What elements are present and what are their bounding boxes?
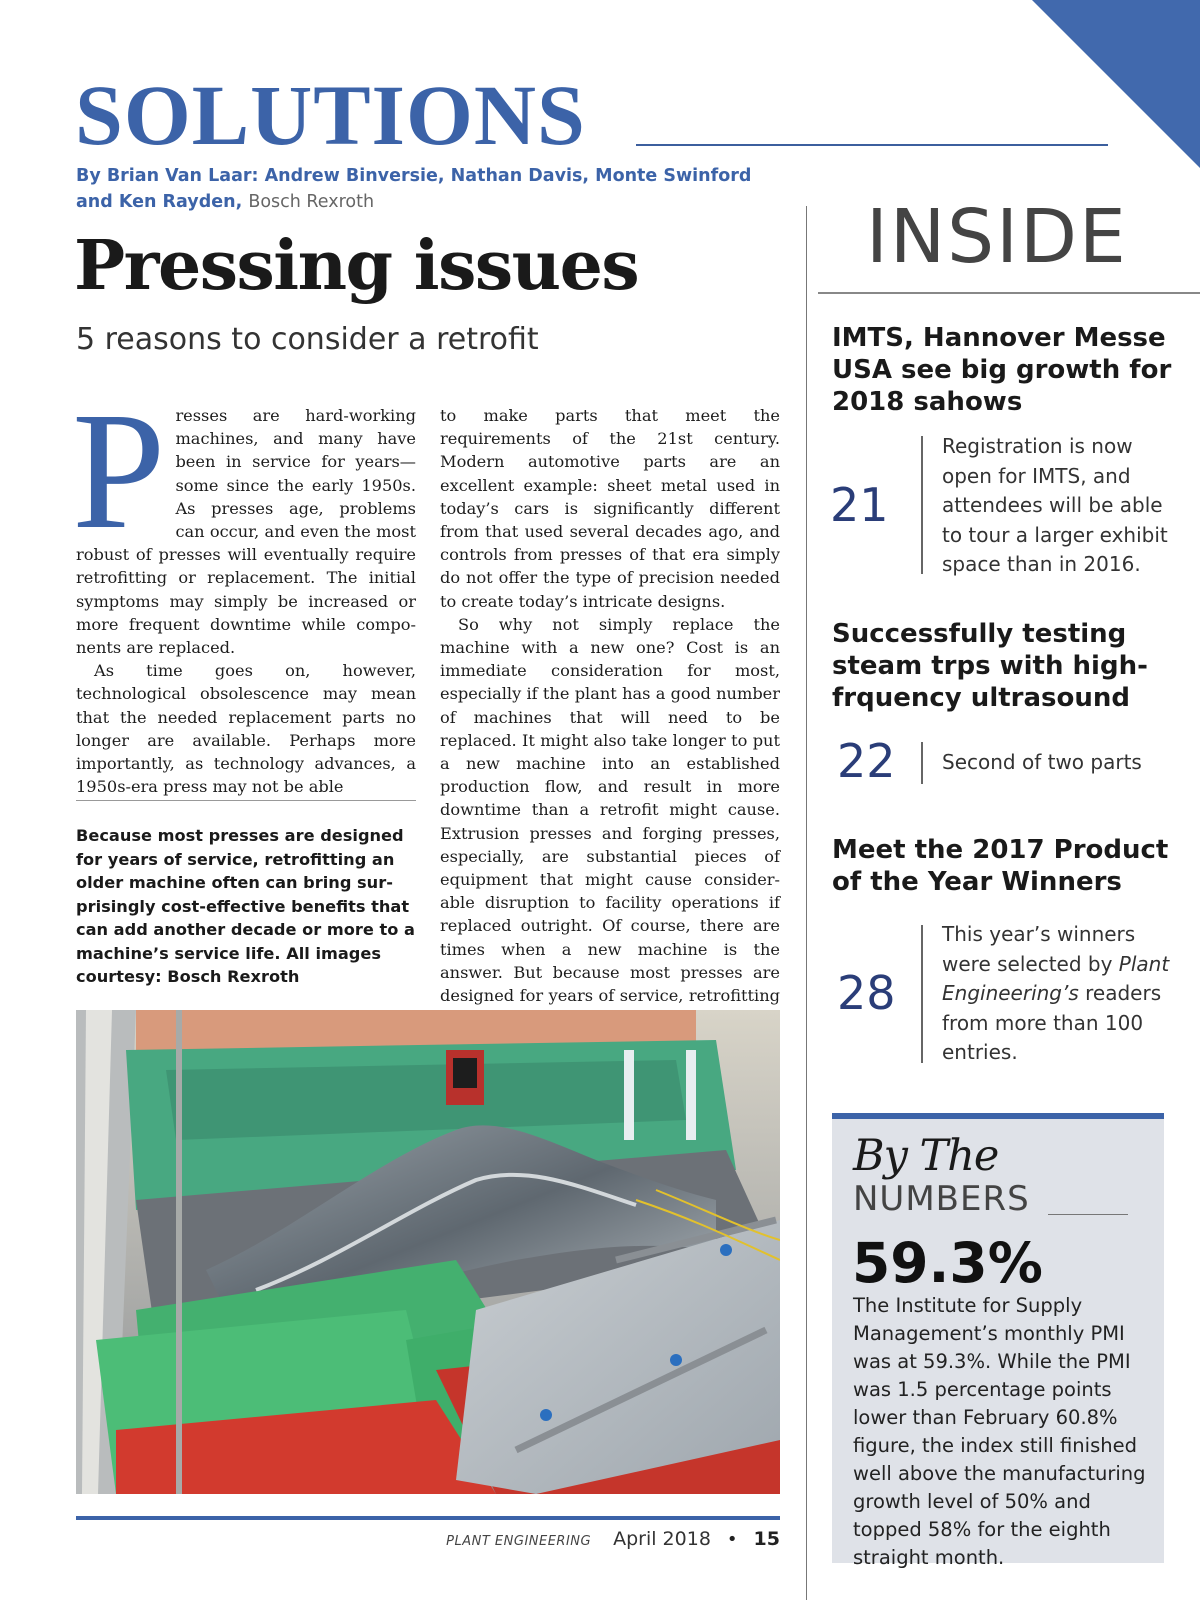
byline	[76, 163, 756, 215]
page-number: 15	[753, 1528, 780, 1550]
section-title: SOLUTIONS	[75, 67, 586, 163]
footer-rule	[76, 1516, 780, 1520]
inside-item-bar	[921, 436, 923, 574]
article-column-2	[440, 404, 780, 1054]
inside-item-desc	[942, 920, 1182, 1068]
inside-item-bar	[921, 742, 923, 784]
inside-item-headline[interactable]: Meet the 2017 Product of the Year Winners	[832, 835, 1169, 897]
inside-item-desc: Registration is now open for IMTS, and attendees will be able to tour a larger exhibit space than in 2016.	[942, 434, 1168, 576]
by-the-label: By The	[853, 1131, 999, 1181]
corner-accent	[1032, 0, 1200, 168]
press-machine-photo	[76, 1010, 780, 1494]
by-the-numbers-top-bar	[832, 1113, 1164, 1119]
inside-rule	[818, 292, 1200, 294]
article-paragraph: As time goes on, however, technological obsolescence may mean that the needed replacement parts no longer are available. Perhaps more importantly, as technology advances, a 1950s-era press may not be able	[76, 661, 416, 797]
inside-item-page[interactable]: 28	[837, 966, 896, 1020]
page-footer	[440, 1528, 780, 1558]
pmi-stat-text: The Institute for Supply Management’s monthly PMI was at 59.3%. While the PMI was 1.5 percentage points lower than February 60.8% figure, the index still finished well above the manufacturing growth level of 50% and topped 58% for the eighth straight month.	[853, 1294, 1146, 1569]
drop-cap: P	[72, 378, 166, 564]
numbers-rule	[1048, 1214, 1128, 1215]
article-paragraph: resses are hard-working machines, and many have been in service for years—some since the early 1950s. As presses age, problems can occur, and even the most robust of presses will eventually require retrofitting or replacement. The initial symptoms may simply be increased or more frequent downtime while components are replaced.	[76, 406, 416, 658]
deck: 5 reasons to consider a retrofit	[76, 322, 539, 357]
inside-item-bar	[921, 925, 923, 1063]
inside-item-desc: Second of two parts	[942, 750, 1142, 774]
inside-item-page[interactable]: 22	[837, 734, 896, 788]
photo-caption: Because most presses are designed for years of service, retrofitting an older machine often can bring surprisingly cost-effective benefits that can add another decade or more to a machine’s service life. All images courtesy: Bosch Rexroth	[76, 826, 415, 986]
sidebar-divider	[806, 206, 807, 1600]
headline: Pressing issues	[74, 226, 639, 306]
article-column-1	[72, 378, 416, 798]
footer-month: April 2018	[613, 1528, 711, 1550]
byline-authors: By Brian Van Laar: Andrew Binversie, Nathan Davis, Monte Swinford and Ken Rayden,	[76, 166, 752, 212]
footer-magazine: PLANT ENGINEERING	[446, 1534, 592, 1549]
desc-publication: Plant Engineering’s	[942, 951, 1170, 1005]
byline-org: Bosch Rexroth	[248, 192, 375, 212]
press-machine-illustration	[76, 1010, 780, 1494]
caption-rule	[76, 800, 416, 801]
inside-item-headline[interactable]: Successfully testing steam trps with high-frquency ultrasound	[832, 619, 1148, 713]
article-paragraph: to make parts that meet the requirements of the 21st century. Modern automotive parts are an excellent example: sheet metal used in today’s cars is significantly different from that used several decades ago, and controls from presses of that era simply do not offer the type of precision needed to create today’s intricate designs.	[440, 406, 780, 611]
pmi-stat: 59.3%	[852, 1231, 1043, 1295]
desc-text: readers from more than 100 entries.	[942, 981, 1162, 1064]
inside-item-page[interactable]: 21	[830, 478, 889, 532]
desc-text: This year’s winners were selected by	[942, 922, 1136, 976]
inside-item-headline[interactable]: IMTS, Hannover Messe USA see big growth for 2018 sahows	[832, 323, 1172, 417]
footer-bullet: •	[726, 1529, 738, 1550]
article-paragraph: So why not simply replace the machine with a new one? Cost is an immediate consideration for most, especially if the plant has a good number of machines that will need to be replaced. It might also take longer to put a new machine into an established production flow, and result in more downtime than a retrofit might cause. Extrusion presses and forging presses, especially, are substantial pieces of equipment that might cause considerable disruption to facility operations if replaced outright. Of course, there are times when a new machine is the answer. But because most presses are designed for years of service, retrofitting	[440, 614, 780, 1006]
inside-title: INSIDE	[866, 194, 1128, 280]
section-rule	[636, 144, 1108, 146]
numbers-label: NUMBERS	[853, 1179, 1030, 1219]
